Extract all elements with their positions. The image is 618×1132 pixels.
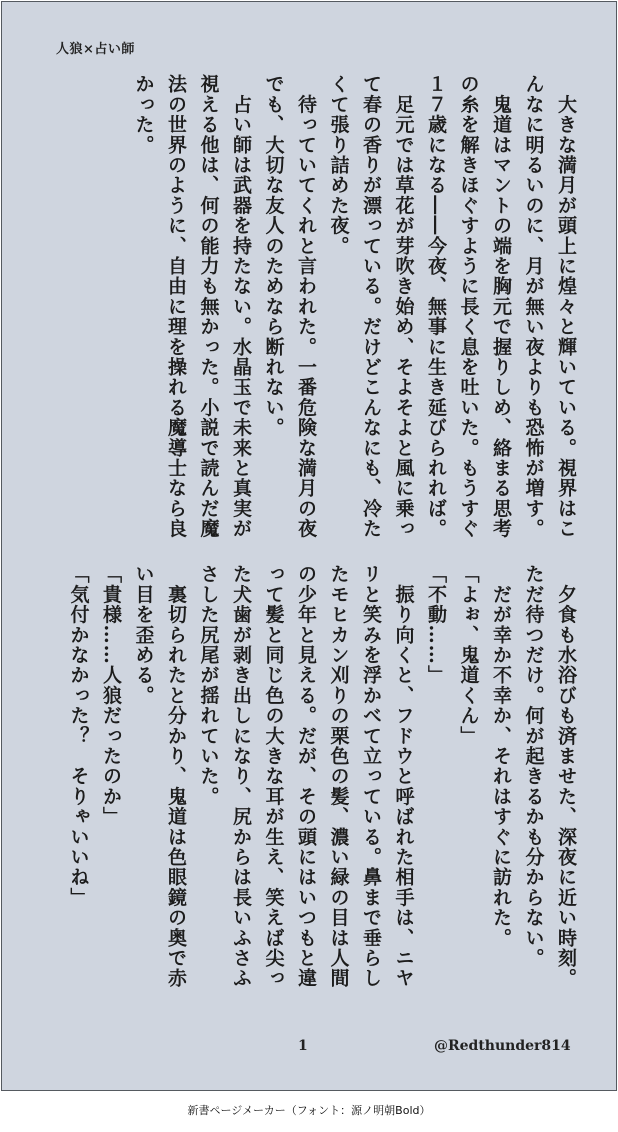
paragraph: 待っていてくれと言われた。一番危険な満月の夜でも、大切な友人のためなら断れない。 [262,74,317,539]
book-page [1,1,617,1091]
generator-credit: 新書ページメーカー（フォント：源ノ明朝Bold） [187,1104,431,1117]
dialogue-line: 「貴様……人狼だったのか」 [100,564,122,827]
dialogue-line: 「不動……」 [425,564,447,686]
page-number: 1 [298,1038,308,1054]
paragraph: 夕食も水浴びも済ませた、深夜に近い時刻。ただ待つだけ。何が起きるかも分からない。 [522,564,577,989]
paragraph: 振り向くと、フドウと呼ばれた相手は、ニヤリと笑みを浮かべて立っている。鼻まで垂らしたモヒカン刈りの栗色の髪、濃い緑の目は人間の少年と見える。だが、その頭にはいつもと違って髪と同じ色の大きな耳が生え、笑えば尖った犬歯が剥き出しになり、尻からは長いふさふさした尻尾が揺れていた。 [197,564,415,989]
lower-text-section [52,564,582,1004]
paragraph: 占い師は武器を持たない。水晶玉で未来と真実が視える他は、何の能力も無かった。小説で読んだ魔法の世界のように、自由に理を操れる魔導士なら良かった。 [132,74,252,539]
upper-text-section [52,74,582,544]
paragraph: 鬼道はマントの端を胸元で握りしめ、絡まる思考の糸を解きほぐすように長く息を吐いた。もうすぐ１７歳になる――今夜、無事に生き延びられれば。 [425,74,512,539]
paragraph: 裏切られたと分かり、鬼道は色眼鏡の奥で赤い目を歪める。 [132,564,187,989]
dialogue-line: 「気付かなかった？ そりゃいいね」 [67,564,90,908]
story-title: 人狼×占い師 [56,42,135,57]
paragraph: だが幸か不幸か、それはすぐに訪れた。 [490,564,512,948]
author-handle: @Redthunder814 [434,1038,571,1054]
dialogue-line: 「よぉ、鬼道くん」 [457,564,480,746]
paragraph: 足元では草花が芽吹き始め、そよそよと風に乗って春の香りが漂っている。だけどこんなにも、冷たくて張り詰めた夜。 [327,74,415,539]
paragraph: 大きな満月が頭上に煌々と輝いている。視界はこんなに明るいのに、月が無い夜よりも恐怖が増す。 [522,74,577,539]
